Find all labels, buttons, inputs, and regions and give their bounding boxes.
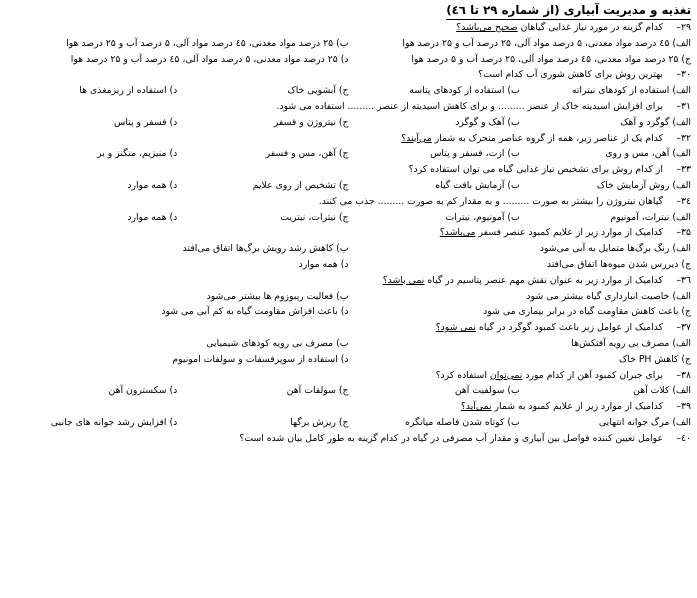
option-b[interactable]: ب) فعالیت ریبوزوم ها بیشتر می‌شود [206, 290, 349, 302]
option-a[interactable]: الف) ٤۵ درصد مواد معدنی، ۵ درصد مواد آلی، ۲۵ درصد آب و ۲۵ درصد هوا [402, 37, 691, 49]
question-emphasis: می‌باشد؟ [439, 227, 476, 239]
option-c[interactable]: ج) آهن، مس و فسفر [265, 148, 349, 160]
question-number: ۳۳– [676, 164, 691, 176]
options-row [6, 36, 691, 52]
option-a[interactable]: الف) گوگرد و آهک [620, 116, 691, 128]
question-text: کدامیک از عوامل زیر باعث کمبود گوگرد در گیاه [476, 322, 663, 334]
question-number: ۳۰– [676, 69, 691, 81]
question-35 [6, 225, 691, 241]
option-b[interactable]: ب) کاهش رشد رویش برگ‌ها اتفاق می‌افتد [182, 243, 349, 255]
options-row [6, 383, 691, 399]
question-34 [6, 194, 691, 210]
option-b[interactable]: ب) آزمایش بافت گیاه [435, 179, 520, 191]
question-text: برای جبران کمبود آهن از کدام مورد [522, 369, 663, 381]
question-text: عوامل تعیین کننده فواصل بین آبیاری و مقدار آب مصرفی در گیاه در کدام گزینه به طور کامل بیان شده است؟ [239, 432, 663, 444]
question-38 [6, 368, 691, 384]
option-c[interactable]: ج) دیررس شدن میوه‌ها اتفاق می‌افتد [546, 258, 691, 270]
option-a[interactable]: الف) مصرف بی رویه آفتکش‌ها [571, 337, 691, 349]
option-d[interactable]: د) همه موارد [127, 179, 178, 191]
option-d[interactable]: د) استفاده از ریزمغذی ها [79, 85, 178, 97]
option-a[interactable]: الف) روش آزمایش خاک [596, 179, 691, 191]
question-text: بهترین روش برای کاهش شوری آب کدام است؟ [478, 69, 663, 81]
question-29 [6, 20, 691, 36]
option-c[interactable]: ج) سولفات آهن [286, 385, 349, 397]
option-a[interactable]: الف) رنگ برگ‌ها متمایل به آبی می‌شود [539, 243, 691, 255]
question-number: ٤۰– [676, 432, 691, 444]
question-text: کدامیک از موارد زیر به عنوان نقش مهم عنصر پتاسیم در گیاه [424, 274, 663, 286]
question-number: ۳٤– [676, 195, 691, 207]
question-30 [6, 67, 691, 83]
question-39 [6, 399, 691, 415]
question-text: کدامیک از موارد زیر از علایم کمبود عنصر فسفر [475, 227, 663, 239]
option-b[interactable]: ب) ازت، فسفر و پتاس [430, 148, 520, 160]
options-row [6, 178, 691, 194]
options-row [6, 241, 691, 257]
options-row [6, 83, 691, 99]
section-title: تغذیه و مدیریت آبیاری (از شماره ۲۹ تا ٤٦) [446, 2, 691, 20]
options-row [6, 210, 691, 226]
options-row [6, 146, 691, 162]
option-b[interactable]: ب) ۲۵ درصد مواد معدنی، ٤۵ درصد مواد آلی، ۵ درصد آب و ۲۵ درصد هوا [66, 37, 349, 49]
question-emphasis: نمی باشد؟ [382, 274, 425, 286]
option-a[interactable]: الف) استفاده از کودهای نیتراته [571, 85, 691, 97]
option-b[interactable]: ب) سولفیت آهن [454, 385, 520, 397]
question-32 [6, 131, 691, 147]
options-row [6, 304, 691, 320]
option-c[interactable]: ج) نیتروژن و فسفر [273, 116, 349, 128]
option-b[interactable]: ب) کوتاه شدن فاصله میانگره [404, 416, 520, 428]
question-number: ۲۹– [676, 22, 691, 33]
option-c[interactable]: ج) آبشویی خاک [287, 85, 349, 97]
option-b[interactable]: ب) آمونیوم، نیترات [445, 211, 520, 223]
option-d[interactable]: د) استفاده از سوپرفسفات و سولفات امونیوم [172, 353, 349, 365]
question-33 [6, 162, 691, 178]
question-text: گیاهان نیتروژن را بیشتر به صورت ......... و به مقدار کم به صورت ......... جذب می کنند. [318, 195, 663, 207]
option-d[interactable]: د) همه موارد [298, 258, 349, 270]
option-c[interactable]: ج) کاهش PH خاک [618, 353, 691, 365]
question-number: ۳۵– [676, 227, 691, 239]
option-a[interactable]: الف) آهن، مس و روی [605, 148, 691, 160]
options-row [6, 289, 691, 305]
question-text: کدامیک از موارد زیر از علایم کمبود به شمار [491, 401, 663, 413]
options-row [6, 352, 691, 368]
question-number: ۳۷– [676, 322, 691, 334]
question-number: ۳٦– [676, 274, 691, 286]
question-37 [6, 320, 691, 336]
option-d[interactable]: د) افزایش رشد جوانه های جانبی [50, 416, 178, 428]
option-b[interactable]: ب) مصرف بی رویه کودهای شیمیایی [206, 337, 349, 349]
question-emphasis: می‌آیند؟ [401, 132, 432, 144]
question-number: ۳۲– [676, 132, 691, 144]
option-a[interactable]: الف) کلات آهن [633, 385, 691, 397]
question-text: کدام گزینه در مورد نیاز غذایی گیاهان [517, 22, 663, 33]
option-c[interactable]: ج) ۲۵ درصد مواد معدنی، ٤۵ درصد مواد آلی، ۲۵ درصد آب و ۵ درصد هوا [411, 53, 691, 65]
option-c[interactable]: ج) تشخیص از روی علایم [252, 179, 349, 191]
option-c[interactable]: ج) باعث کاهش مقاومت گیاه در برابر بیماری می شود [483, 306, 691, 318]
option-a[interactable]: الف) مرگ جوانه انتهایی [598, 416, 691, 428]
question-40 [6, 431, 691, 447]
option-b[interactable]: ب) آهک و گوگرد [455, 116, 520, 128]
option-d[interactable]: د) منیزیم، منگنز و بر [97, 148, 178, 160]
option-d[interactable]: د) باعث افزاش مقاومت گیاه به کم آبی می شود [161, 306, 349, 318]
question-emphasis: نمی‌توان [489, 369, 523, 381]
option-a[interactable]: الف) خاصیت انبارداری گیاه بیشتر می شود [526, 290, 691, 302]
question-number: ۳۹– [676, 401, 691, 413]
questions-list [6, 20, 691, 447]
question-text: کدام یک از عناصر زیر، همه از گروه عناصر متحرک به شمار [431, 132, 663, 144]
options-row [6, 115, 691, 131]
option-b[interactable]: ب) استفاده از کودهای پتاسه [409, 85, 520, 97]
question-text-tail: استفاده کرد؟ [435, 369, 490, 381]
option-c[interactable]: ج) ریزش برگها [290, 416, 349, 428]
option-c[interactable]: ج) نیترات، نیتریت [280, 211, 349, 223]
option-d[interactable]: د) ۲۵ درصد مواد معدنی، ۵ درصد مواد آلی، ٤۵ درصد آب و ۲۵ درصد هوا [70, 53, 349, 65]
question-emphasis: صحیح می‌باشد؟ [456, 22, 518, 33]
question-text: برای افزایش اسیدیته خاک از عنصر ......... و برای کاهش اسیدیته از عنصر ......... استفاده می شود. [276, 100, 663, 112]
question-text: از کدام روش برای تشخیص نیاز غذایی گیاه می توان استفاده کرد؟ [408, 164, 663, 176]
question-36 [6, 273, 691, 289]
options-row [6, 415, 691, 431]
options-row [6, 336, 691, 352]
question-emphasis: نمی‌آید؟ [460, 401, 492, 413]
question-number: ۳۸– [676, 369, 691, 381]
question-number: ۳۱– [676, 100, 691, 112]
options-row [6, 52, 691, 68]
option-d[interactable]: د) سکسترون آهن [108, 385, 178, 397]
option-d[interactable]: د) همه موارد [127, 211, 178, 223]
question-emphasis: نمی شود؟ [435, 322, 477, 334]
option-a[interactable]: الف) نیترات، آمونیوم [610, 211, 691, 223]
option-d[interactable]: د) فسفر و پتاس [113, 116, 178, 128]
options-row [6, 257, 691, 273]
question-31 [6, 99, 691, 115]
